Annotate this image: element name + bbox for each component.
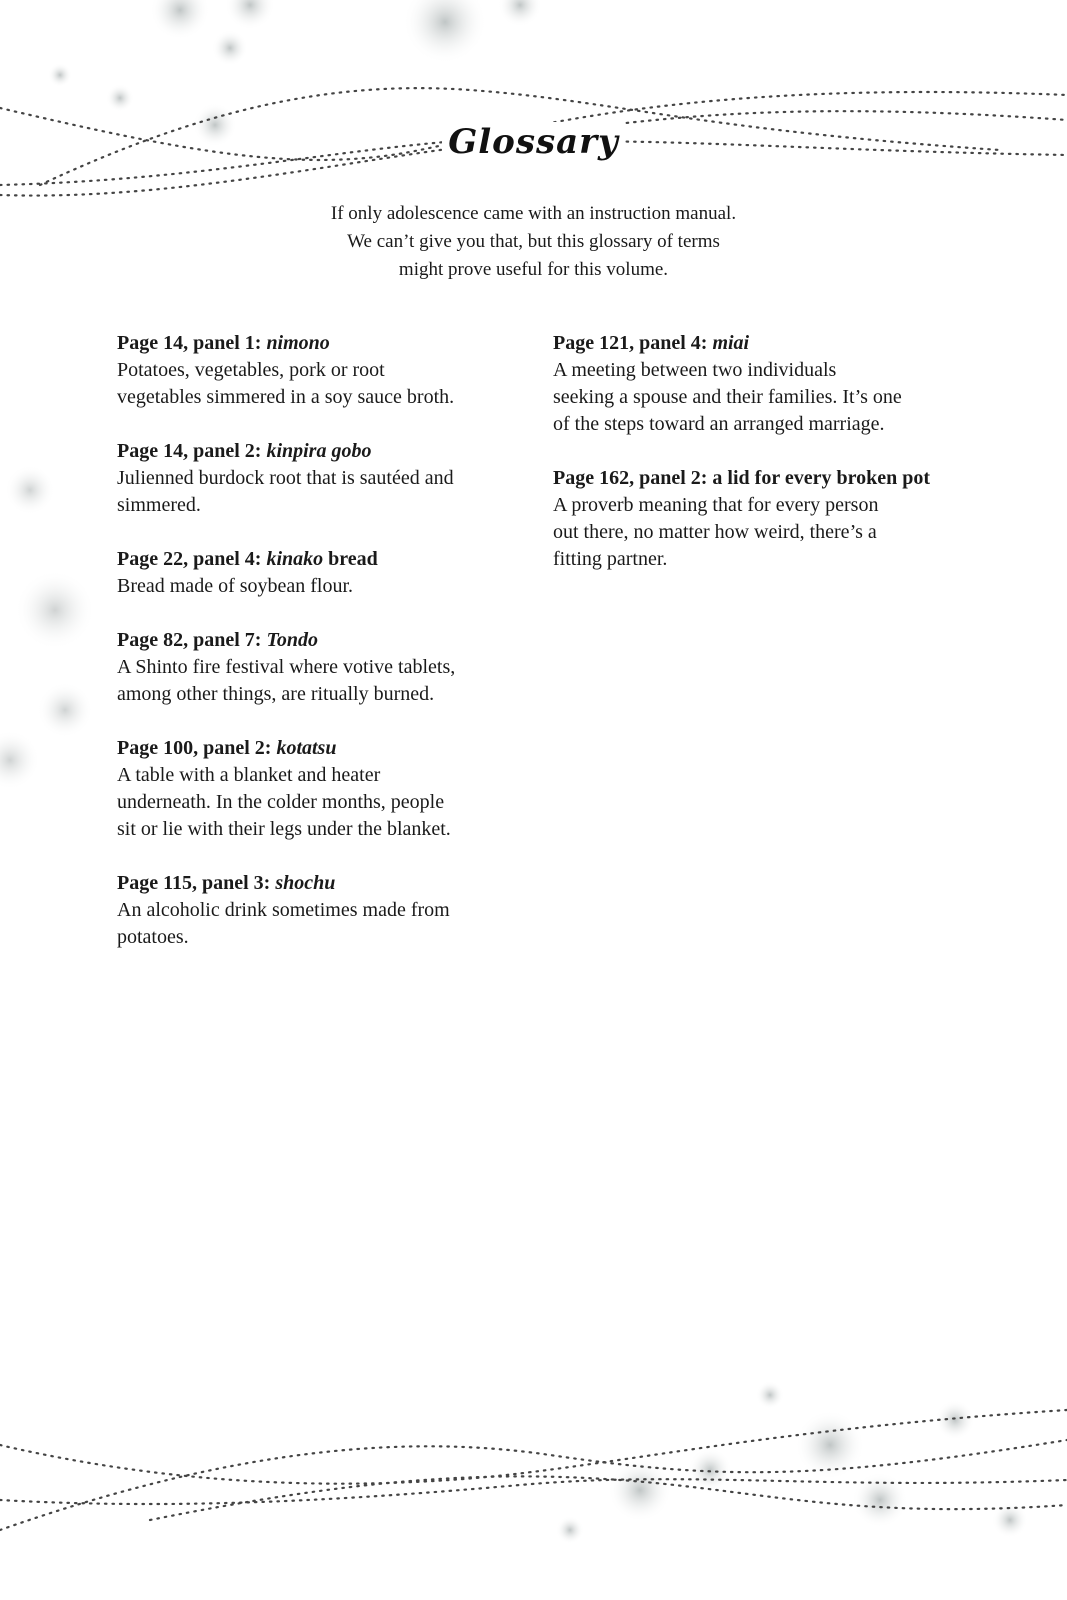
page-reference: Page 162, panel 2: a lid for every broken pot [553,467,931,489]
glossary-definition-line: of the steps toward an arranged marriage. [553,413,885,435]
glossary-definition-line: A Shinto fire festival where votive tablets, [117,656,456,678]
dotted-swirl [0,1410,1067,1484]
glossary-entry [553,465,973,573]
halftone-spot [556,1516,584,1544]
halftone-spot [0,730,40,790]
bottom-decoration [0,1370,1067,1600]
intro-line: We can’t give you that, but this glossary of terms [347,231,720,252]
glossary-entry-heading [117,735,527,762]
glossary-definition-line: underneath. In the colder months, people [117,791,445,813]
glossary-entry-heading [117,546,527,573]
glossary-definition-line: Bread made of soybean flour. [117,575,354,597]
halftone-spot [688,1448,732,1492]
page-reference: Page 100, panel 2: [117,737,277,759]
glossary-definition-line: vegetables simmered in a soy sauce broth. [117,386,455,408]
page-title-text: Glossary [442,122,625,162]
glossary-definition-line: simmered. [117,494,201,516]
halftone-spot [15,570,95,650]
halftone-spot [212,30,248,66]
glossary-term: miai [712,332,750,354]
glossary-entry-heading [553,465,973,492]
dotted-swirl [0,1440,1067,1530]
halftone-spot [48,63,72,87]
glossary-definition-line: fitting partner. [553,548,668,570]
glossary-definition-line: among other things, are ritually burned. [117,683,435,705]
glossary-entry-heading [117,870,527,897]
halftone-spot [37,682,93,738]
glossary-entry [117,546,527,600]
glossary-entry-heading [117,627,527,654]
halftone-spot [498,0,542,27]
glossary-term: kinako [266,548,324,570]
glossary-entry [117,870,527,951]
glossary-definition-line: A table with a blanket and heater [117,764,381,786]
glossary-entry-heading [117,438,527,465]
glossary-definition-line: An alcoholic drink sometimes made from [117,899,450,921]
intro-line: might prove useful for this volume. [398,259,669,280]
glossary-entry [117,330,527,411]
page-reference: Page 121, panel 4: [553,332,713,354]
glossary-term-suffix: bread [323,548,378,570]
glossary-term: kotatsu [276,737,337,759]
page-reference: Page 14, panel 1: [117,332,267,354]
glossary-entry-heading [117,330,527,357]
halftone-spot [852,1472,908,1528]
halftone-spot [5,465,55,515]
intro-line: If only adolescence came with an instruction manual. [330,203,737,224]
glossary-definition-line: sit or lie with their legs under the blanket. [117,818,451,840]
halftone-spot [992,1502,1028,1538]
halftone-spot [608,1458,672,1522]
glossary-term: Tondo [266,629,318,651]
top-decoration [0,0,1067,230]
glossary-entry [117,735,527,843]
glossary-definition-line: potatoes. [117,926,189,948]
glossary-term: kinpira gobo [266,440,372,462]
glossary-definition-line: A proverb meaning that for every person [553,494,879,516]
halftone-spot [935,1400,975,1440]
dotted-swirl [150,1476,1067,1520]
halftone-spot [795,1410,865,1480]
glossary-entry [553,330,973,438]
glossary-term: nimono [266,332,330,354]
glossary-entry-heading [553,330,973,357]
halftone-spot [756,1381,784,1409]
page-title [0,122,1067,162]
halftone-spot [150,0,210,40]
glossary-definition-line: seeking a spouse and their families. It’s one [553,386,902,408]
glossary-definition-line: Julienned burdock root that is sautéed and [117,467,454,489]
page-reference: Page 14, panel 2: [117,440,267,462]
glossary-column-right [553,330,973,600]
glossary-definition-line: A meeting between two individuals [553,359,837,381]
glossary-term: shochu [275,872,336,894]
page-reference: Page 115, panel 3: [117,872,276,894]
left-halftone-decoration [0,460,120,820]
glossary-definition-line: Potatoes, vegetables, pork or root [117,359,385,381]
dotted-swirl [0,1479,1067,1504]
halftone-spot [106,84,134,112]
page-reference: Page 22, panel 4: [117,548,267,570]
page-reference: Page 82, panel 7: [117,629,267,651]
glossary-column-left [117,330,527,978]
halftone-spot [225,0,275,30]
halftone-spot [403,0,487,64]
intro-text [200,200,867,284]
glossary-entry [117,438,527,519]
glossary-entry [117,627,527,708]
glossary-definition-line: out there, no matter how weird, there’s a [553,521,877,543]
